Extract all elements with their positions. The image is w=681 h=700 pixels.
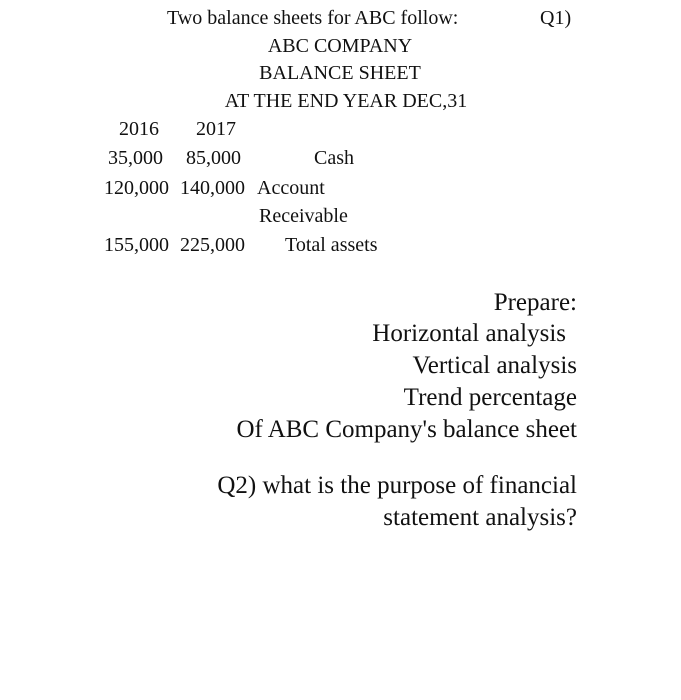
company-name: ABC COMPANY	[267, 35, 413, 57]
ar-2017-value: 140,000	[180, 177, 245, 199]
cash-2016-value: 35,000	[108, 147, 163, 169]
prepare-item-vertical: Vertical analysis	[412, 352, 577, 379]
year-2017-header: 2017	[196, 118, 236, 140]
ar-label-line1: Account	[257, 177, 325, 199]
ar-label-line2: Receivable	[259, 205, 348, 227]
q1-label: Q1)	[540, 7, 572, 29]
prepare-item-trend: Trend percentage	[403, 384, 577, 411]
q2-line2: statement analysis?	[383, 504, 577, 531]
intro-text: Two balance sheets for ABC follow:	[167, 7, 459, 29]
total-2017-value: 225,000	[180, 234, 245, 256]
prepare-heading: Prepare:	[493, 289, 577, 316]
period-line: AT THE END YEAR DEC,31	[224, 90, 468, 112]
total-assets-label: Total assets	[285, 234, 378, 256]
year-2016-header: 2016	[119, 118, 159, 140]
cash-2017-value: 85,000	[186, 147, 241, 169]
cash-label: Cash	[314, 147, 354, 169]
q2-line1: Q2) what is the purpose of financial	[217, 472, 577, 499]
ar-2016-value: 120,000	[104, 177, 169, 199]
total-2016-value: 155,000	[104, 234, 169, 256]
prepare-item-company: Of ABC Company's balance sheet	[236, 416, 577, 443]
prepare-item-horizontal: Horizontal analysis	[372, 320, 566, 347]
statement-title: BALANCE SHEET	[259, 62, 421, 84]
